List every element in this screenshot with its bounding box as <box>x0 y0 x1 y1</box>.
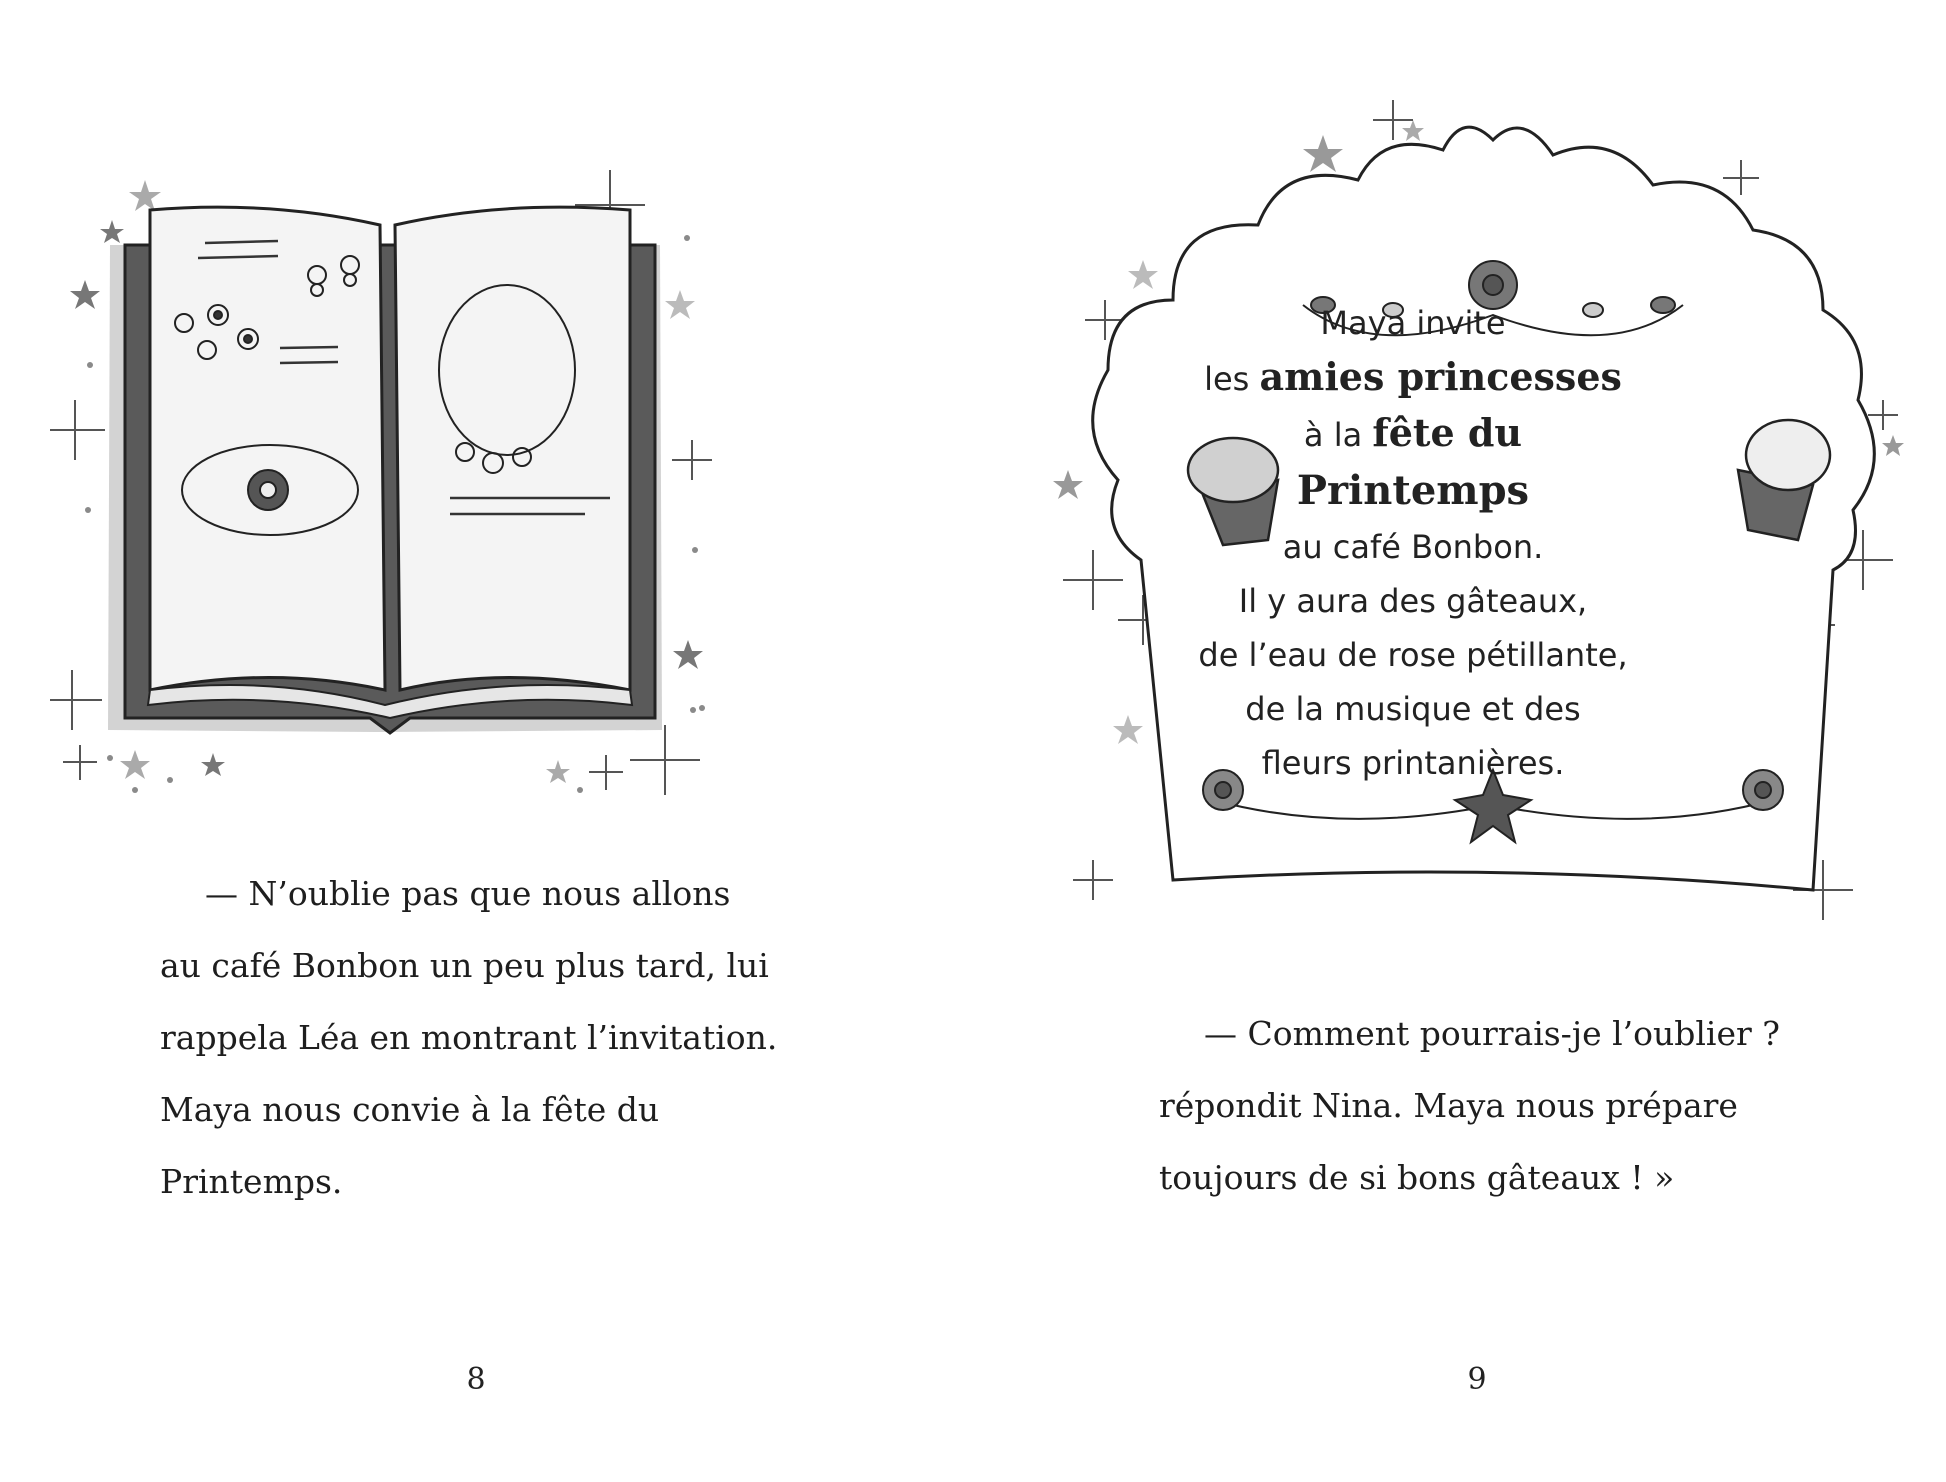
left-line-4: Maya nous convie à la fête du <box>160 1090 660 1129</box>
left-paragraph <box>160 858 777 1218</box>
right-line-3: toujours de si bons gâteaux ! » <box>1159 1158 1675 1197</box>
page-number-right: 9 <box>1467 1362 1487 1397</box>
inv-line-2 <box>1173 350 1653 406</box>
left-line-3: rappela Léa en montrant l’invitation. <box>160 1018 778 1057</box>
right-paragraph <box>1159 998 1780 1214</box>
inv-line-3 <box>1173 406 1653 462</box>
inv-line-1: Maya invite <box>1320 304 1506 342</box>
inv-line-3-pre: à la <box>1303 416 1373 454</box>
inv-line-6: Il y aura des gâteaux, <box>1238 582 1588 620</box>
inv-line-9: fleurs printanières. <box>1261 744 1565 782</box>
page-number-left: 8 <box>466 1362 486 1397</box>
invitation-text <box>1173 296 1653 790</box>
left-line-5: Printemps. <box>160 1162 343 1201</box>
inv-line-2-bold: amies princesses <box>1259 354 1622 399</box>
inv-line-2-pre: les <box>1204 360 1260 398</box>
left-line-2: au café Bonbon un peu plus tard, lui <box>160 946 769 985</box>
inv-line-3-bold: fête du <box>1372 410 1523 455</box>
right-line-1: — Comment pourrais-je l’oublier ? <box>1204 1014 1780 1053</box>
book-illustration <box>50 150 900 830</box>
book-right-page <box>395 207 630 690</box>
book-left-page <box>150 207 385 690</box>
inv-line-7: de l’eau de rose pétillante, <box>1198 636 1628 674</box>
right-line-2: répondit Nina. Maya nous prépare <box>1159 1086 1738 1125</box>
inv-line-8: de la musique et des <box>1245 690 1581 728</box>
right-page <box>973 0 1946 1482</box>
inv-line-4: Printemps <box>1296 467 1530 514</box>
left-line-1: — N’oublie pas que nous allons <box>205 874 731 913</box>
inv-line-5: au café Bonbon. <box>1282 528 1544 566</box>
